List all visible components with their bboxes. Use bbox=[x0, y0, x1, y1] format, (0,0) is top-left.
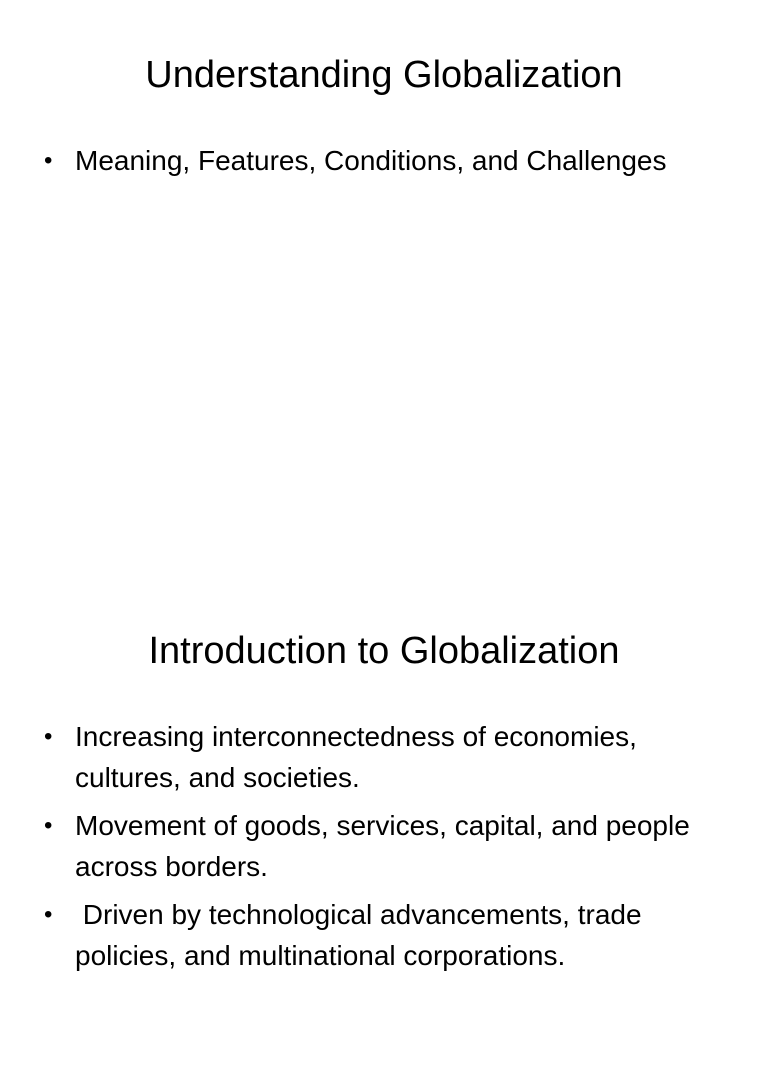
bullet-text: Movement of goods, services, capital, and people across borders. bbox=[75, 810, 690, 882]
bullet-text: Increasing interconnectedness of economies, cultures, and societies. bbox=[75, 721, 637, 793]
slide-title: Understanding Globalization bbox=[145, 54, 623, 96]
bullet-list bbox=[44, 140, 724, 188]
bullet-icon: • bbox=[44, 901, 53, 928]
bullet-list bbox=[44, 716, 724, 983]
bullet-item bbox=[44, 805, 724, 887]
bullet-icon: • bbox=[44, 812, 53, 839]
bullet-icon: • bbox=[44, 723, 53, 750]
bullet-item bbox=[44, 140, 724, 181]
bullet-text: Driven by technological advancements, trade policies, and multinational corporations. bbox=[75, 899, 650, 971]
bullet-item bbox=[44, 716, 724, 798]
bullet-text: Meaning, Features, Conditions, and Challenges bbox=[75, 145, 667, 176]
bullet-icon: • bbox=[44, 147, 53, 174]
slide-2 bbox=[0, 576, 768, 1088]
slide-title: Introduction to Globalization bbox=[148, 630, 620, 672]
slide-1 bbox=[0, 0, 768, 512]
bullet-item bbox=[44, 894, 724, 976]
